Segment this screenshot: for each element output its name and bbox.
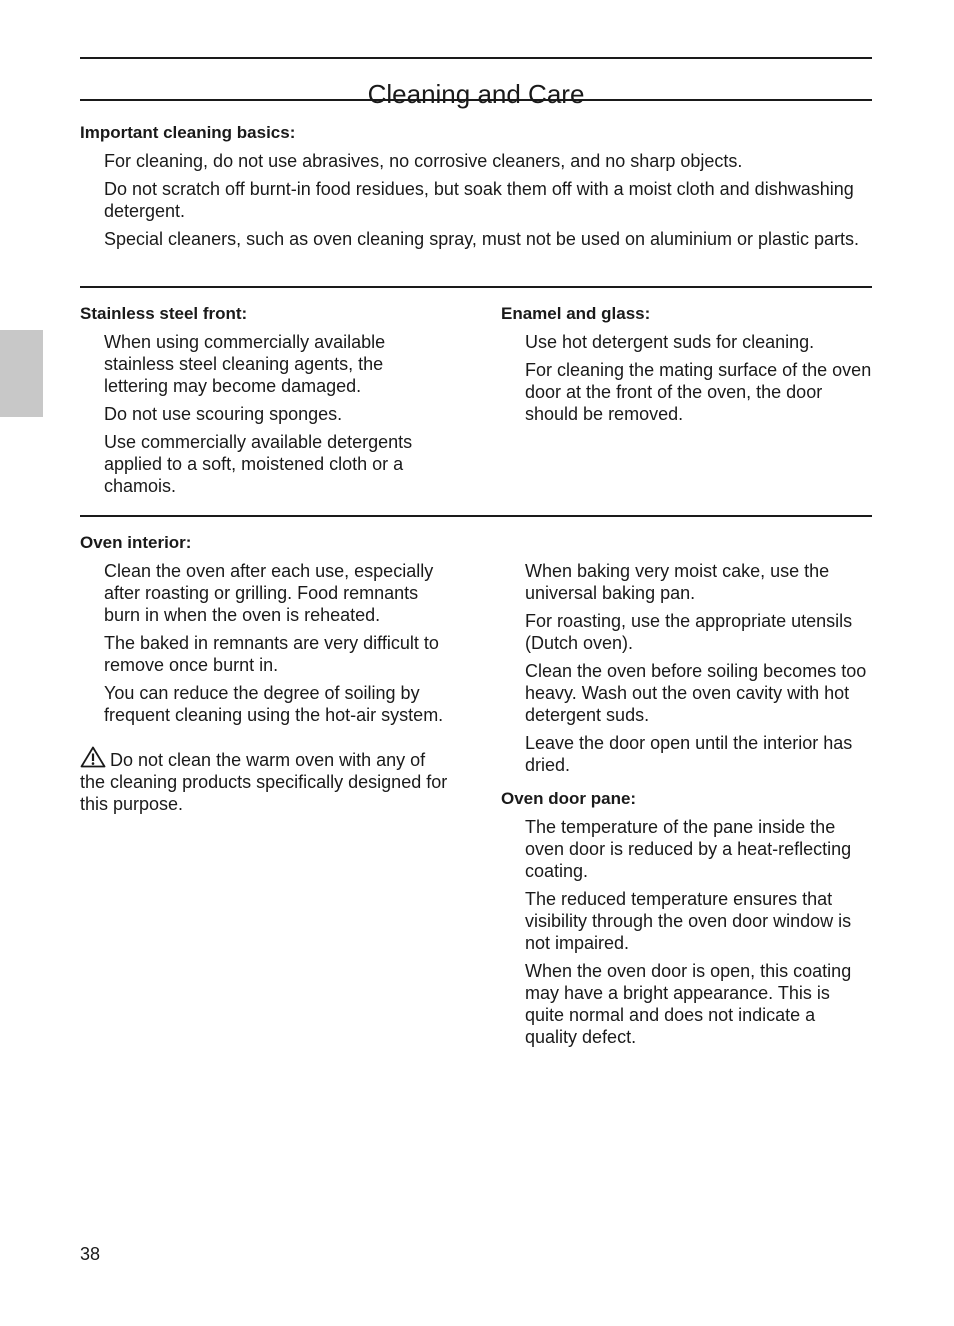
section-tab-marker bbox=[0, 330, 43, 417]
door-pane-item: When the oven door is open, this coating may have a bright appearance. This is quite normal and does not indicate a quality defect. bbox=[525, 961, 852, 1047]
basics-item: Do not scratch off burnt-in food residues, but soak them off with a moist cloth and dishwashing detergent. bbox=[104, 179, 854, 221]
interior-item: You can reduce the degree of soiling by frequent cleaning using the hot-air system. bbox=[104, 683, 444, 725]
door-pane-heading: Oven door pane: bbox=[501, 789, 637, 808]
section-divider bbox=[80, 515, 872, 517]
stainless-section bbox=[80, 303, 452, 503]
interior-item: Clean the oven after each use, especially after roasting or grilling. Food remnants burn in when the oven is reheated. bbox=[104, 561, 434, 625]
interior-right bbox=[501, 560, 872, 1054]
interior-item: For roasting, use the appropriate utensils (Dutch oven). bbox=[525, 611, 853, 653]
stainless-item: When using commercially available stainless steel cleaning agents, the lettering may become damaged. bbox=[104, 332, 386, 396]
basics-heading: Important cleaning basics: bbox=[80, 123, 296, 142]
interior-item: Clean the oven before soiling becomes too heavy. Wash out the oven cavity with hot detergent suds. bbox=[525, 661, 867, 725]
title-rule-bottom bbox=[80, 99, 872, 101]
stainless-item: Do not use scouring sponges. bbox=[104, 404, 343, 424]
warning-text: Do not clean the warm oven with any of the cleaning products specifically designed for this purpose. bbox=[80, 750, 448, 814]
door-pane-item: The temperature of the pane inside the oven door is reduced by a heat-reflecting coating. bbox=[525, 817, 852, 881]
page-number: 38 bbox=[80, 1244, 101, 1264]
basics-section bbox=[80, 122, 872, 256]
enamel-item: For cleaning the mating surface of the oven door at the front of the oven, the door should be removed. bbox=[525, 360, 872, 424]
enamel-heading: Enamel and glass: bbox=[501, 304, 651, 323]
warning-icon bbox=[80, 746, 106, 768]
stainless-item: Use commercially available detergents applied to a soft, moistened cloth or a chamois. bbox=[104, 432, 413, 496]
interior-item: The baked in remnants are very difficult to remove once burnt in. bbox=[104, 633, 439, 675]
stainless-heading: Stainless steel front: bbox=[80, 304, 248, 323]
page-title: Cleaning and Care bbox=[367, 79, 585, 110]
section-divider bbox=[80, 286, 872, 288]
interior-item: When baking very moist cake, use the universal baking pan. bbox=[525, 561, 830, 603]
interior-heading: Oven interior: bbox=[80, 533, 192, 552]
enamel-item: Use hot detergent suds for cleaning. bbox=[525, 332, 815, 352]
enamel-section bbox=[501, 303, 872, 431]
basics-item: For cleaning, do not use abrasives, no corrosive cleaners, and no sharp objects. bbox=[104, 151, 743, 171]
title-rule-top bbox=[80, 57, 872, 59]
interior-left bbox=[80, 532, 452, 815]
interior-item: Leave the door open until the interior has dried. bbox=[525, 733, 853, 775]
basics-item: Special cleaners, such as oven cleaning spray, must not be used on aluminium or plastic parts. bbox=[104, 229, 860, 249]
door-pane-item: The reduced temperature ensures that visibility through the oven door window is not impaired. bbox=[525, 889, 852, 953]
warning-note bbox=[80, 746, 452, 815]
